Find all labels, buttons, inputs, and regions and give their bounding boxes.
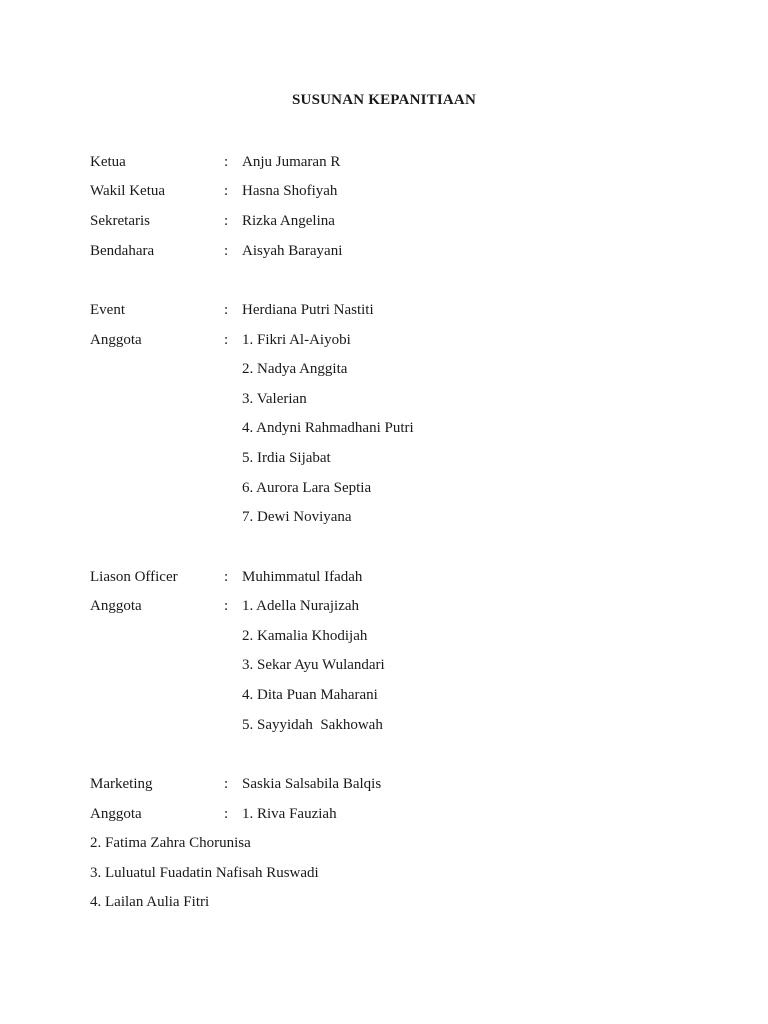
member-item: 4. Dita Puan Maharani <box>242 687 378 703</box>
row-label-anggota: Anggota <box>90 332 142 348</box>
row-colon: : <box>224 302 229 318</box>
row-label-ketua: Ketua <box>90 154 126 170</box>
member-item-unindented: 4. Lailan Aulia Fitri <box>90 894 210 910</box>
member-item-unindented: 3. Luluatul Fuadatin Nafisah Ruswadi <box>90 865 319 881</box>
row-label-event: Event <box>90 302 125 318</box>
row-value-sekretaris: Rizka Angelina <box>242 213 335 229</box>
row-label-anggota: Anggota <box>90 806 142 822</box>
member-item: 7. Dewi Noviyana <box>242 509 352 525</box>
row-value-event: Herdiana Putri Nastiti <box>242 302 374 318</box>
row-value-ketua: Anju Jumaran R <box>242 154 341 170</box>
row-label-wakil-ketua: Wakil Ketua <box>90 183 166 199</box>
member-item: 2. Nadya Anggita <box>242 361 348 377</box>
row-value-bendahara: Aisyah Barayani <box>242 243 343 259</box>
member-item: 3. Sekar Ayu Wulandari <box>242 657 385 673</box>
row-colon: : <box>224 332 229 348</box>
row-label-sekretaris: Sekretaris <box>90 213 150 229</box>
row-value-liason-officer: Muhimmatul Ifadah <box>242 569 363 585</box>
row-label-anggota: Anggota <box>90 598 142 614</box>
member-item: 2. Kamalia Khodijah <box>242 628 368 644</box>
member-item: 6. Aurora Lara Septia <box>242 480 372 496</box>
member-item: 1. Adella Nurajizah <box>242 598 360 614</box>
member-item-unindented: 2. Fatima Zahra Chorunisa <box>90 835 251 851</box>
row-colon: : <box>224 243 229 259</box>
row-value-wakil-ketua: Hasna Shofiyah <box>242 183 338 199</box>
member-item: 1. Fikri Al-Aiyobi <box>242 332 351 348</box>
row-colon: : <box>224 776 229 792</box>
row-colon: : <box>224 569 229 585</box>
member-item: 4. Andyni Rahmadhani Putri <box>242 420 414 436</box>
member-item: 5. Irdia Sijabat <box>242 450 331 466</box>
row-value-marketing: Saskia Salsabila Balqis <box>242 776 382 792</box>
member-item: 3. Valerian <box>242 391 307 407</box>
row-colon: : <box>224 154 229 170</box>
member-item: 1. Riva Fauziah <box>242 806 337 822</box>
row-colon: : <box>224 806 229 822</box>
row-label-liason-officer: Liason Officer <box>90 569 178 585</box>
row-label-bendahara: Bendahara <box>90 243 155 259</box>
document-title: SUSUNAN KEPANITIAAN <box>292 92 476 108</box>
row-colon: : <box>224 213 229 229</box>
row-colon: : <box>224 183 229 199</box>
member-item: 5. Sayyidah Sakhowah <box>242 717 383 733</box>
row-label-marketing: Marketing <box>90 776 153 792</box>
row-colon: : <box>224 598 229 614</box>
